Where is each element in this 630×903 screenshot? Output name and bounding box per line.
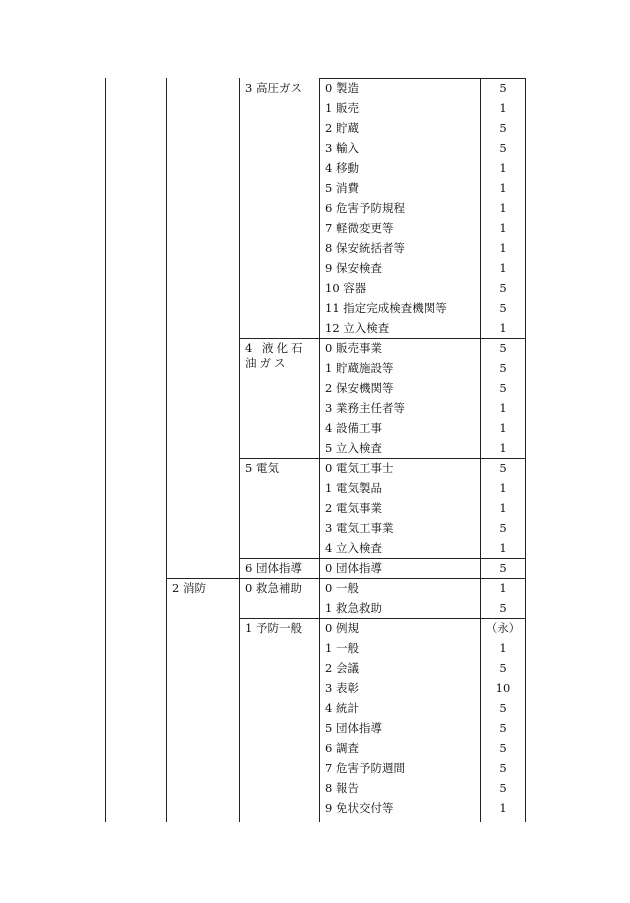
item-label: 5 消費	[325, 181, 359, 195]
item-label: 0 製造	[325, 81, 359, 95]
retention-value: 5	[499, 341, 507, 355]
item-label: 9 免状交付等	[325, 801, 394, 815]
retention-value: 5	[499, 81, 507, 95]
group-label: 0 救急補助	[245, 581, 302, 595]
column-border	[239, 78, 240, 822]
retention-value: 1	[499, 501, 507, 515]
retention-value: 1	[499, 581, 507, 595]
retention-value: 5	[499, 661, 507, 675]
group-label: 5 電気	[245, 461, 279, 475]
retention-value: 1	[499, 261, 507, 275]
group-label: 4 液化石油ガス	[245, 341, 306, 370]
item-label: 1 救急救助	[325, 601, 382, 615]
classification-table	[105, 78, 525, 822]
column-border	[480, 78, 481, 822]
retention-value: 1	[499, 401, 507, 415]
item-label: 4 移動	[325, 161, 359, 175]
item-label: 2 電気事業	[325, 501, 382, 515]
retention-value: 5	[499, 461, 507, 475]
retention-value: 1	[499, 221, 507, 235]
item-label: 6 調査	[325, 741, 359, 755]
item-label: 8 保安統括者等	[325, 241, 405, 255]
retention-value: （永）	[485, 621, 521, 635]
item-label: 3 電気工事業	[325, 521, 394, 535]
retention-value: 1	[499, 321, 507, 335]
retention-value: 5	[499, 561, 507, 575]
retention-value: 5	[499, 521, 507, 535]
retention-value: 1	[499, 441, 507, 455]
column-border	[319, 78, 320, 822]
retention-value: 1	[499, 241, 507, 255]
item-label: 10 容器	[325, 281, 367, 295]
column-border	[525, 78, 526, 822]
item-label: 2 貯蔵	[325, 121, 359, 135]
retention-value: 1	[499, 481, 507, 495]
retention-value: 5	[499, 601, 507, 615]
retention-value: 5	[499, 741, 507, 755]
item-label: 4 設備工事	[325, 421, 382, 435]
item-label: 2 会議	[325, 661, 359, 675]
group-label: 6 団体指導	[245, 561, 302, 575]
retention-value: 5	[499, 701, 507, 715]
retention-value: 1	[499, 641, 507, 655]
item-label: 7 軽微変更等	[325, 221, 394, 235]
item-label: 1 一般	[325, 641, 359, 655]
row-divider	[319, 78, 526, 79]
section-label: 2 消防	[172, 581, 206, 595]
item-label: 11 指定完成検査機関等	[325, 301, 447, 315]
item-label: 0 販売事業	[325, 341, 382, 355]
retention-value: 5	[499, 121, 507, 135]
item-label: 5 団体指導	[325, 721, 382, 735]
item-label: 0 例規	[325, 621, 359, 635]
retention-value: 5	[499, 141, 507, 155]
retention-value: 1	[499, 201, 507, 215]
item-label: 0 電気工事士	[325, 461, 394, 475]
item-label: 1 貯蔵施設等	[325, 361, 394, 375]
group-label: 3 高圧ガス	[245, 81, 302, 95]
retention-value: 5	[499, 361, 507, 375]
item-label: 7 危害予防週間	[325, 761, 405, 775]
item-label: 2 保安機関等	[325, 381, 394, 395]
item-label: 8 報告	[325, 781, 359, 795]
retention-value: 1	[499, 801, 507, 815]
retention-value: 5	[499, 781, 507, 795]
retention-value: 1	[499, 541, 507, 555]
retention-value: 1	[499, 181, 507, 195]
item-label: 6 危害予防規程	[325, 201, 405, 215]
column-border	[166, 78, 167, 822]
item-label: 3 輸入	[325, 141, 359, 155]
item-label: 0 団体指導	[325, 561, 382, 575]
item-label: 9 保安検査	[325, 261, 382, 275]
item-label: 0 一般	[325, 581, 359, 595]
item-label: 5 立入検査	[325, 441, 382, 455]
retention-value: 5	[499, 301, 507, 315]
group-label: 1 予防一般	[245, 621, 302, 635]
item-label: 3 業務主任者等	[325, 401, 405, 415]
retention-value: 5	[499, 281, 507, 295]
column-border	[105, 78, 106, 822]
item-label: 4 立入検査	[325, 541, 382, 555]
retention-value: 5	[499, 761, 507, 775]
item-label: 1 販売	[325, 101, 359, 115]
retention-value: 1	[499, 421, 507, 435]
retention-value: 5	[499, 721, 507, 735]
retention-value: 1	[499, 161, 507, 175]
retention-value: 5	[499, 381, 507, 395]
retention-value: 1	[499, 101, 507, 115]
item-label: 12 立入検査	[325, 321, 390, 335]
item-label: 4 統計	[325, 701, 359, 715]
retention-value: 10	[495, 681, 511, 695]
item-label: 1 電気製品	[325, 481, 382, 495]
item-label: 3 表彰	[325, 681, 359, 695]
